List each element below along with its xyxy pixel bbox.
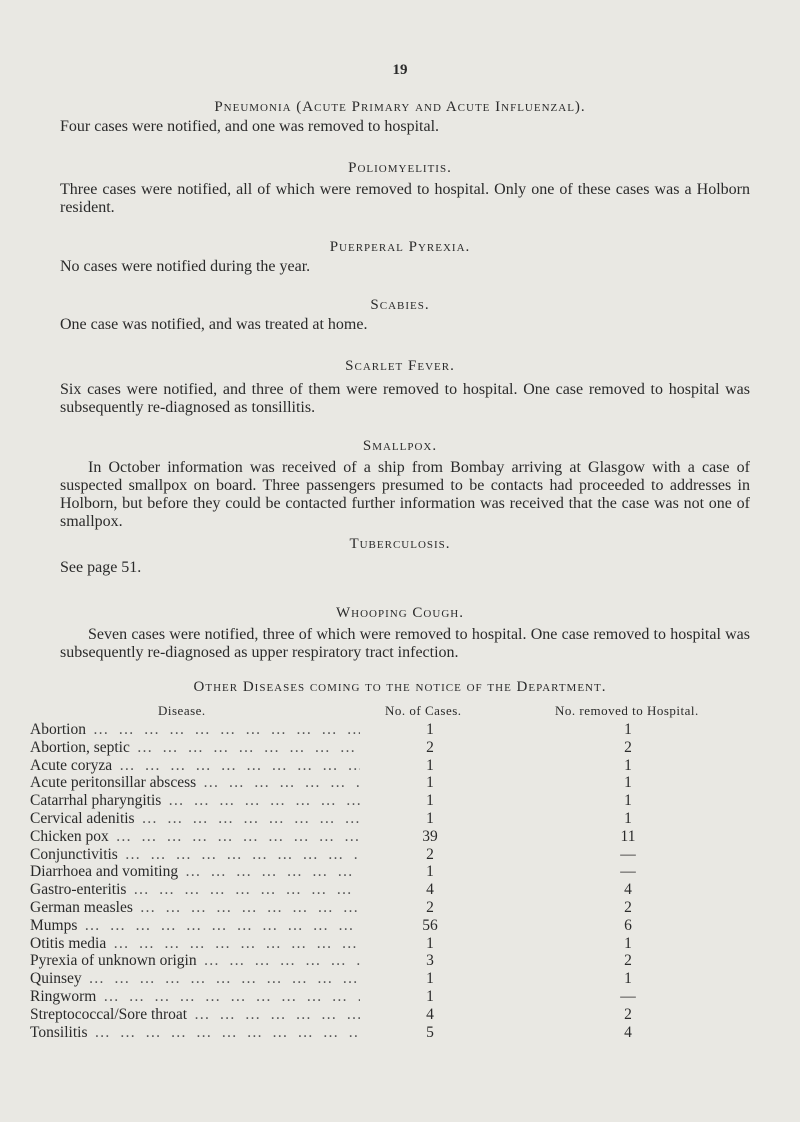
cases-cell: 39 [422, 827, 438, 845]
removed-cell: 4 [624, 1023, 632, 1041]
table-row [30, 881, 770, 899]
disease-name: German measles [30, 898, 133, 916]
removed-cell: 2 [624, 898, 632, 916]
disease-cell [30, 1006, 360, 1024]
table-row [30, 721, 770, 739]
disease-cell [30, 952, 360, 970]
table-row [30, 935, 770, 953]
disease-cell [30, 863, 360, 881]
disease-cell [30, 846, 360, 864]
cases-cell: 1 [426, 809, 434, 827]
removed-cell: 2 [624, 1005, 632, 1023]
table-row [30, 970, 770, 988]
removed-cell: 2 [624, 952, 632, 970]
disease-cell [30, 970, 360, 988]
cases-cell: 4 [426, 1005, 434, 1023]
removed-cell: 1 [624, 970, 632, 988]
heading-whooping-cough: Whooping Cough. [336, 605, 464, 621]
table-title: Other Diseases coming to the notice of the Department. [193, 679, 607, 695]
paragraph-pneumonia: Four cases were notified, and one was removed to hospital. [60, 118, 440, 135]
removed-cell: — [620, 987, 636, 1005]
removed-cell: 1 [624, 756, 632, 774]
cases-cell: 1 [426, 863, 434, 881]
paragraph-whooping-cough-text: Seven cases were notified, three of which were removed to hospital. One case removed to hospital was subsequently re-diagnosed as upper respiratory tract infection. [60, 626, 750, 661]
table-row [30, 863, 770, 881]
paragraph-smallpox-text: In October information was received of a ship from Bombay arriving at Glasgow with a case of suspected smallpox on board. Three passengers presumed to be contacts had proceeded to addresses in Holborn, but before they could be contacted further information was received that the case was not one of smallpox. [60, 459, 750, 530]
disease-name: Acute coryza [30, 756, 113, 774]
page-number: 19 [392, 62, 408, 78]
cases-cell: 2 [426, 738, 434, 756]
column-header-removed: No. removed to Hospital. [555, 703, 699, 718]
removed-cell: 6 [624, 916, 632, 934]
disease-name: Mumps [30, 916, 78, 934]
heading-pneumonia: Pneumonia (Acute Primary and Acute Influenzal). [214, 99, 586, 115]
disease-name: Streptococcal/Sore throat [30, 1005, 188, 1023]
paragraph-puerperal-pyrexia: No cases were notified during the year. [60, 258, 311, 275]
table-row [30, 792, 770, 810]
disease-cell [30, 757, 360, 775]
cases-cell: 1 [426, 987, 434, 1005]
cases-cell: 2 [426, 845, 434, 863]
disease-name: Quinsey [30, 970, 82, 988]
table-row [30, 1024, 770, 1042]
disease-name: Catarrhal pharyngitis [30, 792, 162, 810]
disease-cell [30, 810, 360, 828]
heading-tuberculosis: Tuberculosis. [349, 536, 451, 552]
disease-name: Otitis media [30, 934, 107, 952]
disease-name: Cervical adenitis [30, 809, 135, 827]
table-row [30, 757, 770, 775]
disease-name: Abortion [30, 721, 86, 738]
removed-cell: 11 [620, 827, 636, 845]
disease-name: Conjunctivitis [30, 845, 118, 863]
paragraph-tuberculosis: See page 51. [60, 559, 142, 576]
disease-cell [30, 917, 360, 935]
disease-name: Diarrhoea and vomiting [30, 863, 179, 881]
disease-name: Pyrexia of unknown origin [30, 952, 197, 970]
disease-name: Acute peritonsillar abscess [30, 774, 197, 792]
column-header-cases: No. of Cases. [385, 703, 462, 718]
removed-cell: 1 [624, 934, 632, 952]
disease-name: Abortion, septic [30, 738, 130, 756]
paragraph-scarlet-fever: Six cases were notified, and three of them were removed to hospital. One case removed to hospital was subsequently re-diagnosed as tonsillitis. [60, 381, 750, 416]
heading-scarlet-fever: Scarlet Fever. [345, 358, 455, 374]
disease-cell [30, 899, 360, 917]
disease-cell [30, 721, 360, 739]
removed-cell: 1 [624, 809, 632, 827]
table-row [30, 899, 770, 917]
heading-poliomyelitis: Poliomyelitis. [348, 160, 452, 176]
removed-cell: 4 [624, 881, 632, 899]
table-row [30, 917, 770, 935]
table-row [30, 988, 770, 1006]
table-row [30, 1006, 770, 1024]
table-row [30, 846, 770, 864]
disease-cell [30, 881, 360, 899]
cases-cell: 4 [426, 881, 434, 899]
table-row [30, 739, 770, 757]
removed-cell: 1 [624, 721, 632, 738]
disease-table [30, 721, 770, 1041]
cases-cell: 1 [426, 792, 434, 810]
disease-cell [30, 828, 360, 846]
removed-cell: — [620, 863, 636, 881]
disease-cell [30, 1024, 360, 1042]
heading-smallpox: Smallpox. [362, 438, 438, 454]
cases-cell: 5 [426, 1023, 434, 1041]
cases-cell: 1 [426, 934, 434, 952]
paragraph-poliomyelitis: Three cases were notified, all of which were removed to hospital. Only one of these cases was a Holborn resident. [60, 181, 750, 216]
disease-cell [30, 739, 360, 757]
table-row [30, 810, 770, 828]
table-row [30, 774, 770, 792]
removed-cell: 1 [624, 792, 632, 810]
removed-cell: 2 [624, 738, 632, 756]
heading-scabies: Scabies. [370, 297, 430, 313]
column-header-disease: Disease. [158, 703, 206, 718]
heading-puerperal-pyrexia: Puerperal Pyrexia. [329, 239, 471, 255]
paragraph-smallpox [60, 459, 750, 531]
table-row [30, 952, 770, 970]
paragraph-scabies: One case was notified, and was treated at home. [60, 316, 368, 333]
cases-cell: 1 [426, 756, 434, 774]
disease-cell [30, 774, 360, 792]
disease-name: Gastro-enteritis [30, 881, 127, 899]
removed-cell: 1 [624, 774, 632, 792]
table-row [30, 828, 770, 846]
disease-cell [30, 988, 360, 1006]
disease-name: Chicken pox [30, 827, 109, 845]
cases-cell: 2 [426, 898, 434, 916]
cases-cell: 1 [426, 721, 434, 738]
cases-cell: 1 [426, 970, 434, 988]
disease-name: Ringworm [30, 987, 97, 1005]
disease-name: Tonsilitis [30, 1023, 88, 1041]
disease-cell [30, 935, 360, 953]
cases-cell: 1 [426, 774, 434, 792]
cases-cell: 3 [426, 952, 434, 970]
removed-cell: — [620, 845, 636, 863]
cases-cell: 56 [422, 916, 438, 934]
paragraph-whooping-cough [60, 626, 750, 662]
disease-cell [30, 792, 360, 810]
